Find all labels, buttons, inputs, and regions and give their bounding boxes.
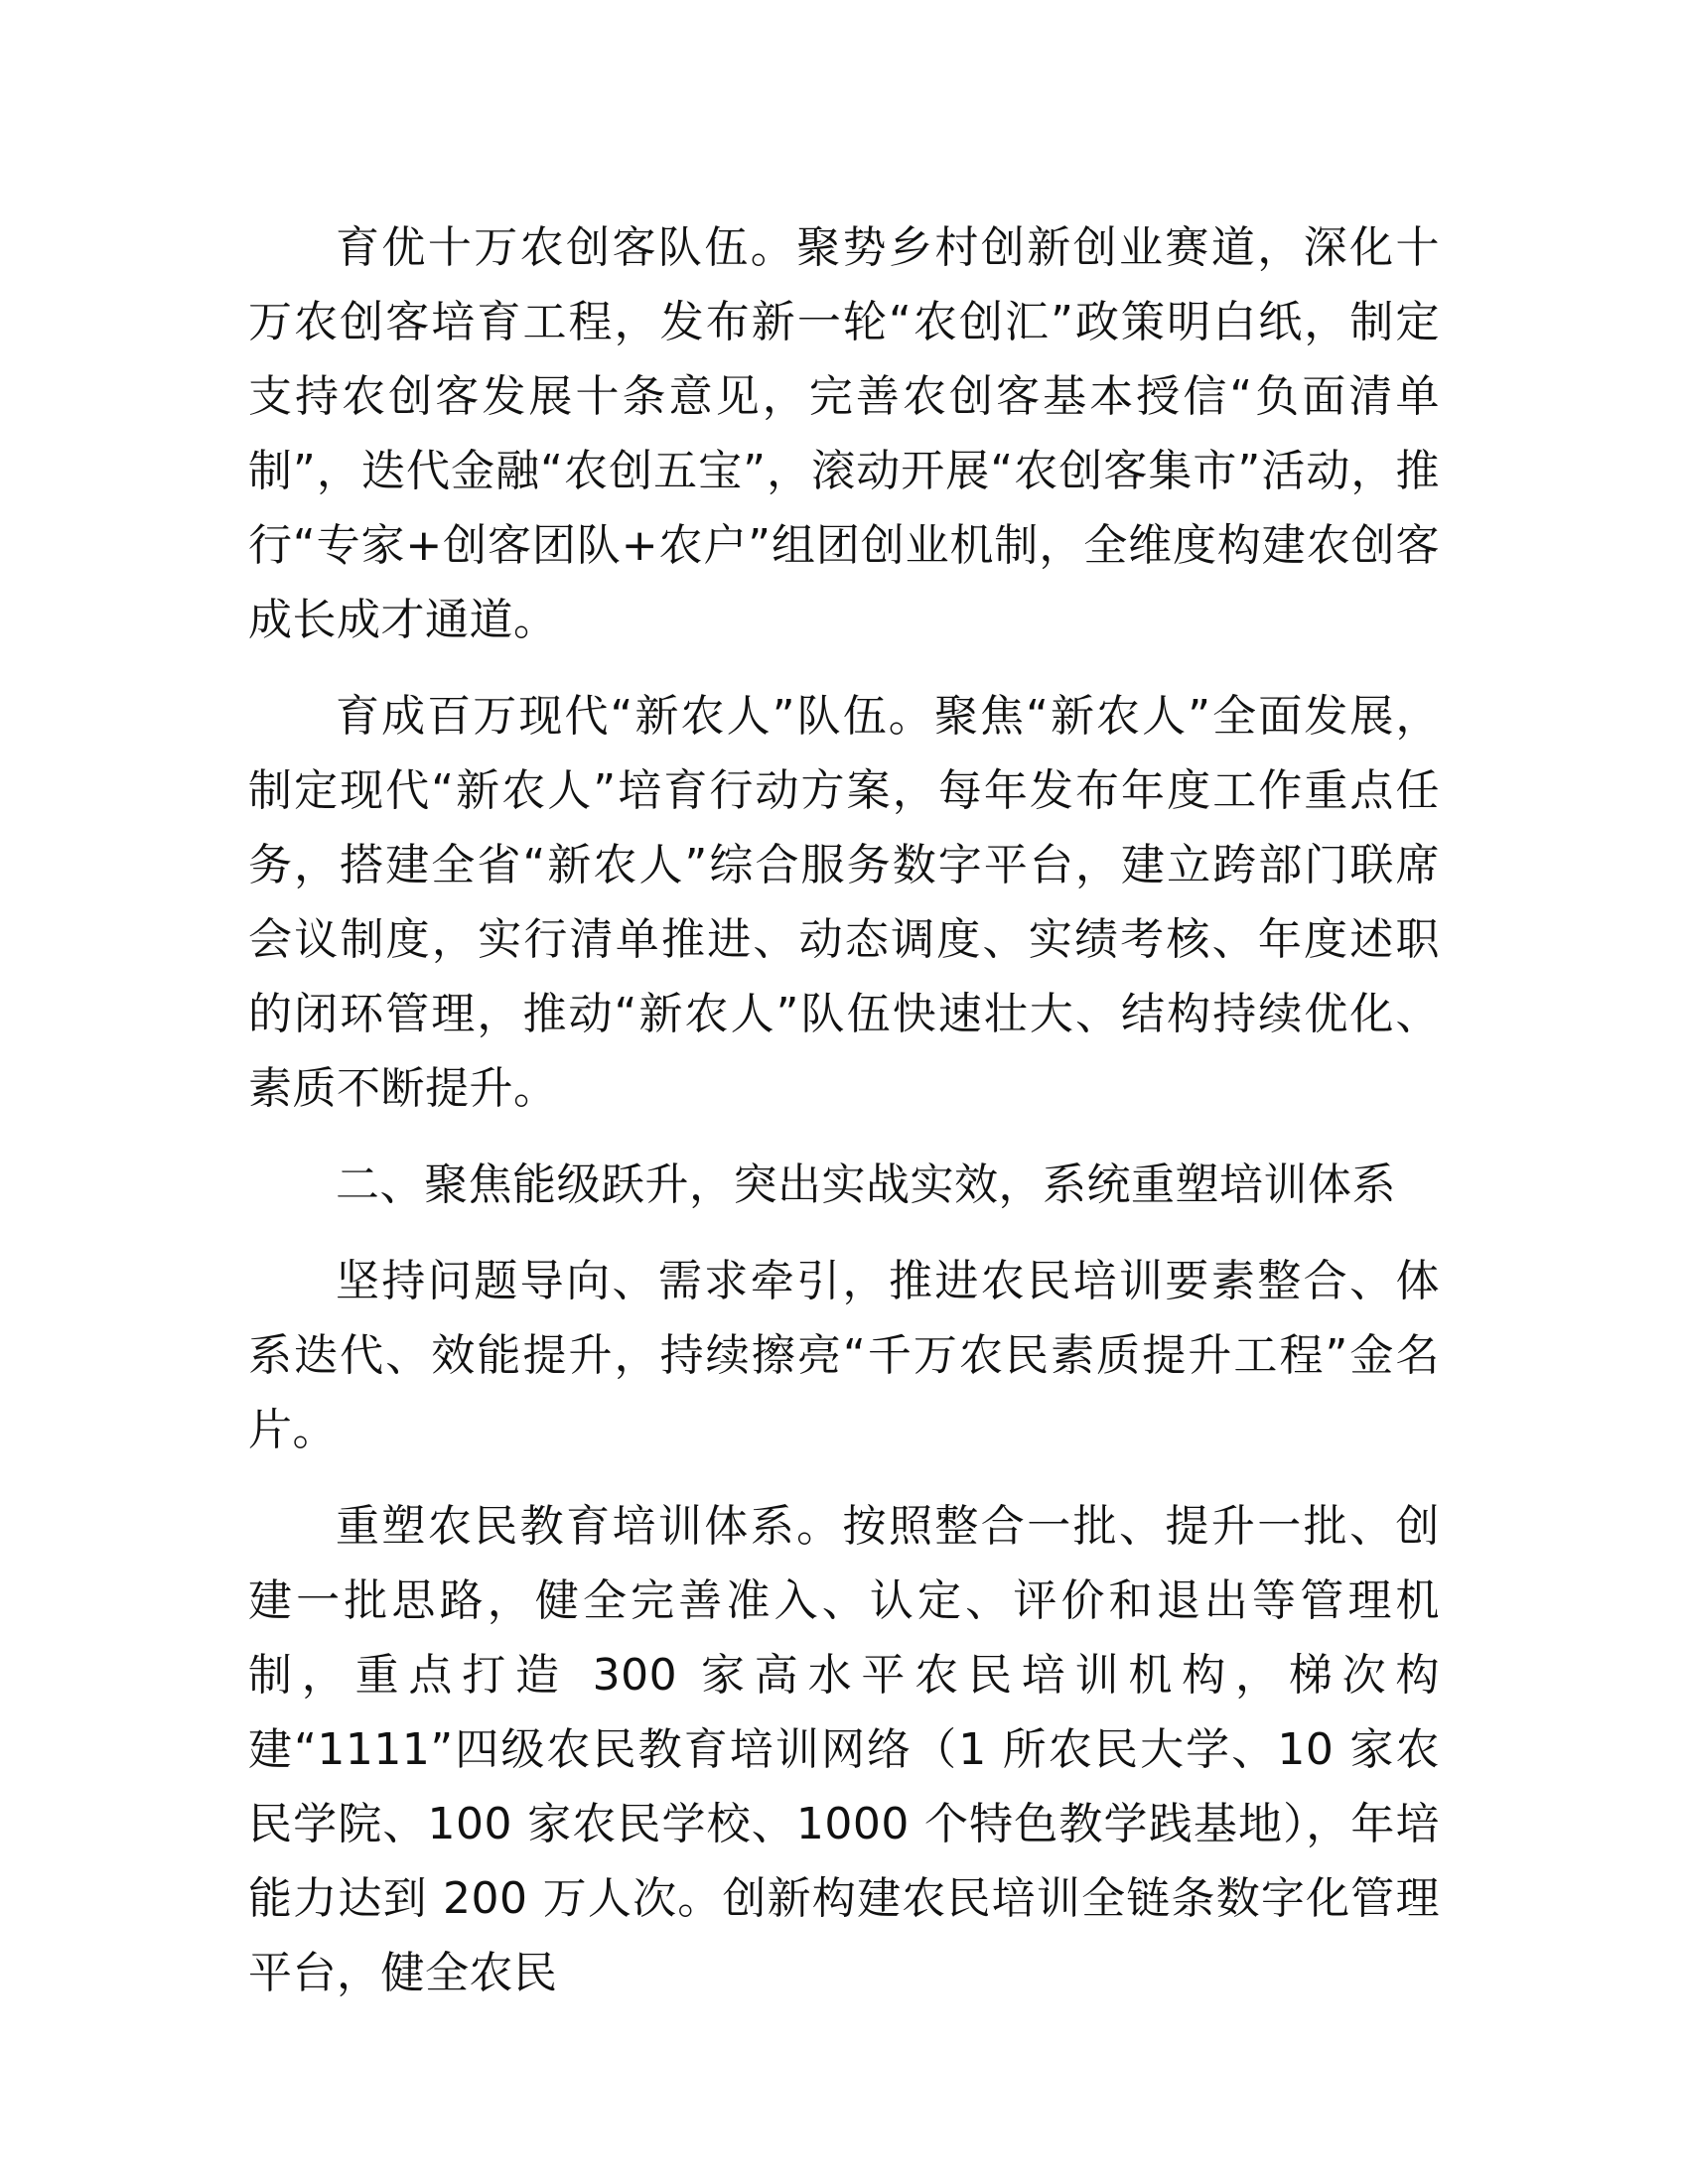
paragraph-new-farmers: 育成百万现代“新农人”队伍。聚焦“新农人”全面发展，制定现代“新农人”培育行动方案，每年发布年度工作重点任务，搭建全省“新农人”综合服务数字平台，建立跨部门联席会议制度，实行清单推进、动态调度、实绩考核、年度述职的闭环管理，推动“新农人”队伍快速壮大、结构持续优化、素质不断提升。 <box>248 691 1440 1114</box>
section-heading-two: 二、聚焦能级跃升，突出实战实效，系统重塑培训体系 <box>336 1160 1396 1210</box>
paragraph-new-farmer-entrepreneurs: 育优十万农创客队伍。聚势乡村创新创业赛道，深化十万农创客培育工程，发布新一轮“农创汇”政策明白纸，制定支持农创客发展十条意见，完善农创客基本授信“负面清单制”，迭代金融“农创五宝”，滚动开展“农创客集市”活动，推行“专家+创客团队+农户”组团创业机制，全维度构建农创客成长成才通道。 <box>248 222 1440 645</box>
paragraph-problem-oriented: 坚持问题导向、需求牵引，推进农民培训要素整合、体系迭代、效能提升，持续擦亮“千万农民素质提升工程”金名片。 <box>248 1256 1440 1455</box>
document-body <box>248 210 1440 2032</box>
paragraph-training-system: 重塑农民教育培训体系。按照整合一批、提升一批、创建一批思路，健全完善准入、认定、评价和退出等管理机制，重点打造 300 家高水平农民培训机构，梯次构建“1111”四级农民教育培训网络（1 所农民大学、10 家农民学院、100 家农民学校、1000 个特色教学践基地），年培能力达到 200 万人次。创新构建农民培训全链条数字化管理平台，健全农民 <box>248 1501 1440 1998</box>
